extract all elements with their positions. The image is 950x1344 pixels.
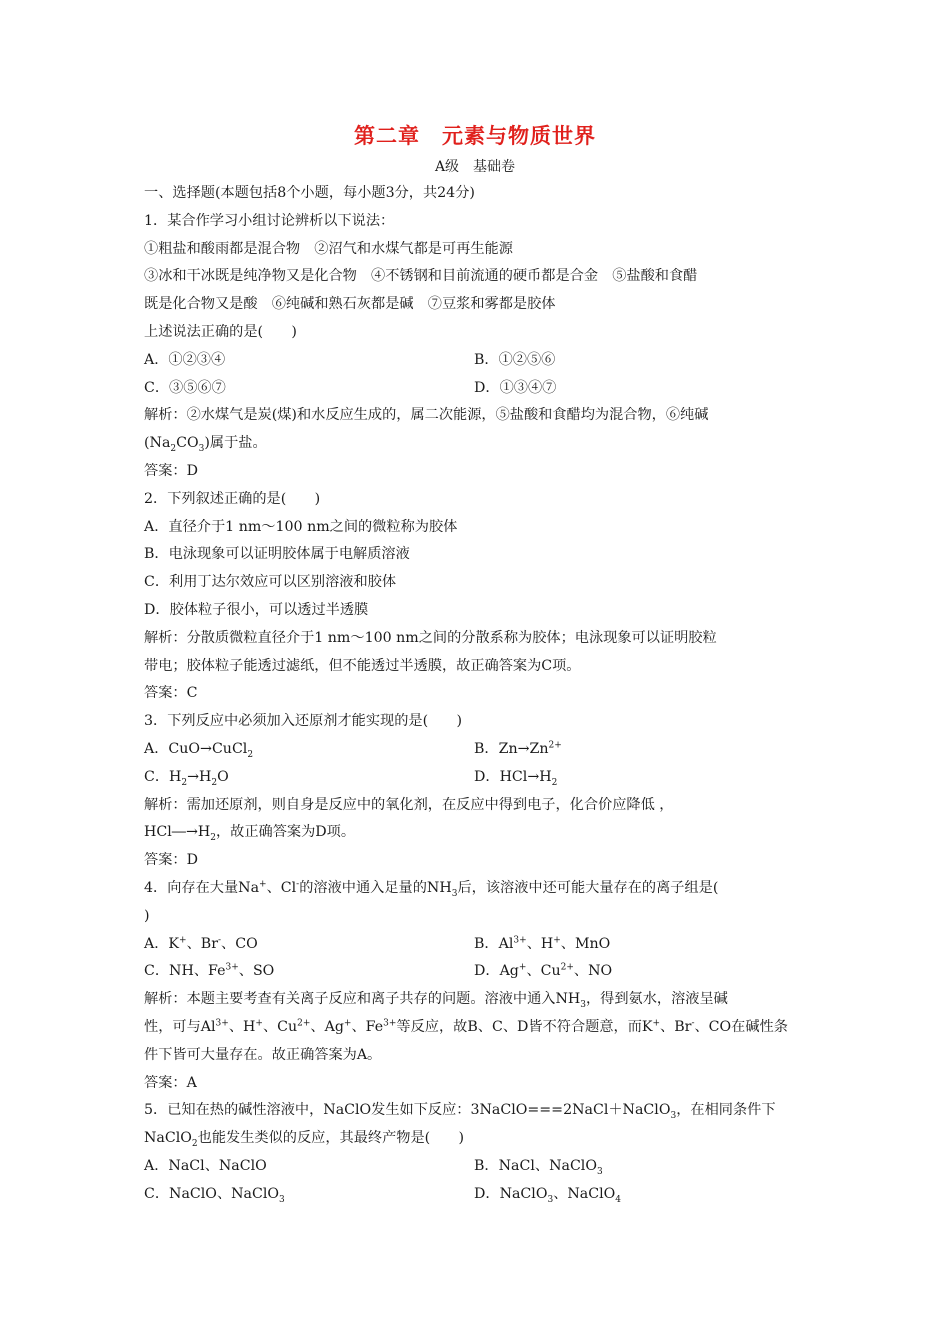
option-choice: C．③⑤⑥⑦: [144, 379, 226, 396]
text-line: 解析：②水煤气是炭(煤)和水反应生成的，属二次能源，⑤盐酸和食醋均为混合物，⑥纯碱: [144, 407, 709, 424]
option-row: [144, 736, 812, 764]
text-line: 1．某合作学习小组讨论辨析以下说法：: [144, 212, 395, 229]
text-line: 答案：D: [144, 462, 198, 479]
paper-level-subtitle: A级 基础卷: [434, 159, 516, 175]
option-choice: C．NH、$Fe^{3+}$、SO: [144, 962, 275, 980]
option-row: [144, 931, 812, 959]
option-row: [144, 1153, 812, 1181]
text-line: ): [144, 907, 150, 924]
option-choice: D．Ag+、$Cu^{2+}$、NO: [474, 962, 613, 980]
text-line: A．直径介于1 nm～100 nm之间的微粒称为胶体: [144, 518, 458, 535]
text-line: $(Na_2CO_3)$属于盐。: [144, 435, 267, 454]
text-line: 5．已知在热的碱性溶液中，NaClO发生如下反应：3NaClO===2NaCl＋NaClO$_3$，在相同条件下: [144, 1102, 776, 1122]
option-choice: A．CuO→CuCl$_2$: [144, 740, 254, 760]
chapter-title: 第二章 元素与物质世界: [354, 123, 596, 148]
text-line: 4．向存在大量Na+、Cl-的溶液中通入足量的$NH_3$后，该溶液中还可能大量存在的离子组是(: [144, 879, 719, 899]
option-row: [144, 764, 812, 792]
text-line: 2．下列叙述正确的是( ): [144, 490, 321, 507]
text-line: 件下皆可大量存在。故正确答案为A。: [144, 1046, 382, 1063]
text-line: 解析：需加还原剂，则自身是反应中的氧化剂，在反应中得到电子，化合价应降低 ，: [144, 796, 674, 813]
option-choice: D．NaClO$_3$、NaClO$_4$: [474, 1185, 622, 1205]
text-line: ③冰和干冰既是纯净物又是化合物 ④不锈钢和目前流通的硬币都是合金 ⑤盐酸和食醋: [144, 268, 698, 285]
option-choice: D．①③④⑦: [474, 379, 557, 396]
text-line: NaClO$_2$也能发生类似的反应，其最终产物是( ): [144, 1130, 465, 1149]
option-choice: A．NaCl、NaClO: [144, 1157, 267, 1174]
text-line: ①粗盐和酸雨都是混合物 ②沼气和水煤气都是可再生能源: [144, 240, 513, 257]
text-line: 答案：A: [144, 1074, 197, 1091]
text-line: 解析：分散质微粒直径介于1 nm～100 nm之间的分散系称为胶体；电泳现象可以证明胶粒: [144, 629, 717, 646]
option-row: [144, 958, 812, 986]
option-choice: B．$Zn\to Zn^{2+}$: [474, 740, 562, 757]
text-line: 一、选择题(本题包括8个小题，每小题3分，共24分): [144, 185, 475, 201]
option-choice: B．$Al^{3+}$、H+、MnO: [474, 934, 611, 952]
text-line: 解析：本题主要考查有关离子反应和离子共存的问题。溶液中通入$NH_3$，得到氨水，溶液呈碱: [144, 991, 728, 1010]
option-choice: B．NaCl、NaClO$_3$: [474, 1157, 603, 1177]
option-choice: B．①②⑤⑥: [474, 351, 556, 368]
option-row: [144, 375, 812, 403]
option-choice: C．$H_2\to H_2O$: [144, 768, 229, 788]
option-choice: D．$HCl\to H_2$: [474, 768, 558, 788]
text-line: 答案：D: [144, 852, 198, 869]
text-line: C．利用丁达尔效应可以区别溶液和胶体: [144, 574, 397, 591]
text-line: $HCl―\to H_2$，故正确答案为D项。: [144, 824, 356, 844]
text-line: B．电泳现象可以证明胶体属于电解质溶液: [144, 546, 410, 563]
option-choice: C．NaClO、NaClO$_3$: [144, 1185, 285, 1205]
text-line: D．胶体粒子很小，可以透过半透膜: [144, 601, 369, 618]
text-line: 上述说法正确的是( ): [144, 323, 297, 340]
question-content: [144, 180, 812, 1208]
text-line: 答案：C: [144, 685, 198, 702]
option-choice: A．①②③④: [144, 351, 226, 368]
option-row: [144, 1181, 812, 1209]
option-choice: A．K+、Br-、CO: [144, 934, 258, 952]
option-row: [144, 347, 812, 375]
text-line: 既是化合物又是酸 ⑥纯碱和熟石灰都是碱 ⑦豆浆和雾都是胶体: [144, 296, 556, 313]
text-line: 3．下列反应中必须加入还原剂才能实现的是( ): [144, 713, 463, 730]
text-line: 性，可与$Al^{3+}$、H+、$Cu^{2+}$、Ag+、$Fe^{3+}$等反应，故B、C、D皆不符合题意，而K+、Br-、CO在碱性条: [144, 1018, 788, 1035]
text-line: 带电；胶体粒子能透过滤纸，但不能透过半透膜，故正确答案为C项。: [144, 657, 581, 674]
